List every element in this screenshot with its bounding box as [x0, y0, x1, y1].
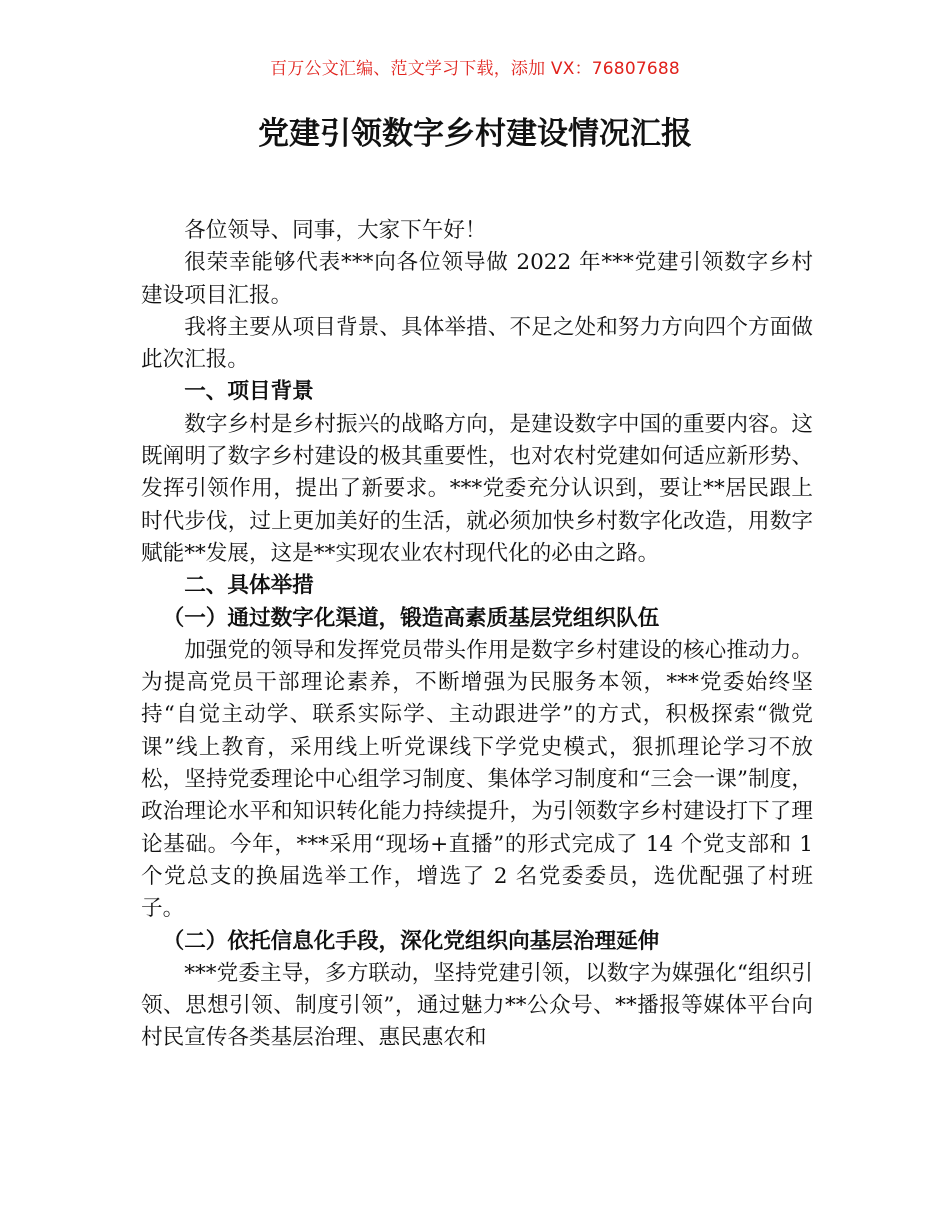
- intro-paragraph: 很荣幸能够代表***向各位领导做 2022 年***党建引领数字乡村建设项目汇报。: [141, 250, 813, 308]
- outline-paragraph: 我将主要从项目背景、具体举措、不足之处和努力方向四个方面做此次汇报。: [141, 314, 813, 373]
- section-heading-measures: 二、具体举措: [184, 573, 314, 599]
- section-heading-background: 一、项目背景: [184, 379, 314, 405]
- document-title: 党建引领数字乡村建设情况汇报: [258, 116, 692, 152]
- subsection-1-paragraph: 加强党的领导和发挥党员带头作用是数字乡村建设的核心推动力。为提高党员干部理论素养，不断增强为民服务本领，***党委始终坚持“自觉主动学、联系实际学、主动跟进学”的方式，积极探索“微党课”线上教育，采用线上听党课线下学党史模式，狠抓理论学习不放松，坚持党委理论中心组学习制度、集体学习制度和“三会一课”制度，政治理论水平和知识转化能力持续提升，为引领数字乡村建设打下了理论基础。今年，***采用“现场+直播”的形式完成了 14 个党支部和 1 个党总支的换届选举工作，增选了 2 名党委委员，选优配强了村班子。: [141, 637, 813, 922]
- subsection-heading-2: （二）依托信息化手段，深化党组织向基层治理延伸: [162, 928, 660, 954]
- watermark-header: 百万公文汇编、范文学习下载，添加 VX：76807688: [270, 59, 680, 79]
- document-body: [141, 215, 813, 1055]
- background-paragraph: 数字乡村是乡村振兴的战略方向，是建设数字中国的重要内容。这既阐明了数字乡村建设的极其重要性，也对农村党建如何适应新形势、发挥引领作用，提出了新要求。***党委充分认识到，要让**居民跟上时代步伐，过上更加美好的生活，就必须加快乡村数字化改造，用数字赋能**发展，这是**实现农业农村现代化的必由之路。: [141, 411, 813, 566]
- subsection-2-paragraph: ***党委主导，多方联动，坚持党建引领，以数字为媒强化“组织引领、思想引领、制度引领”，通过魅力**公众号、**播报等媒体平台向村民宣传各类基层治理、惠民惠农和: [141, 960, 813, 1051]
- subsection-heading-1: （一）通过数字化渠道，锻造高素质基层党组织队伍: [162, 605, 660, 631]
- greeting-paragraph: 各位领导、同事，大家下午好！: [184, 218, 487, 243]
